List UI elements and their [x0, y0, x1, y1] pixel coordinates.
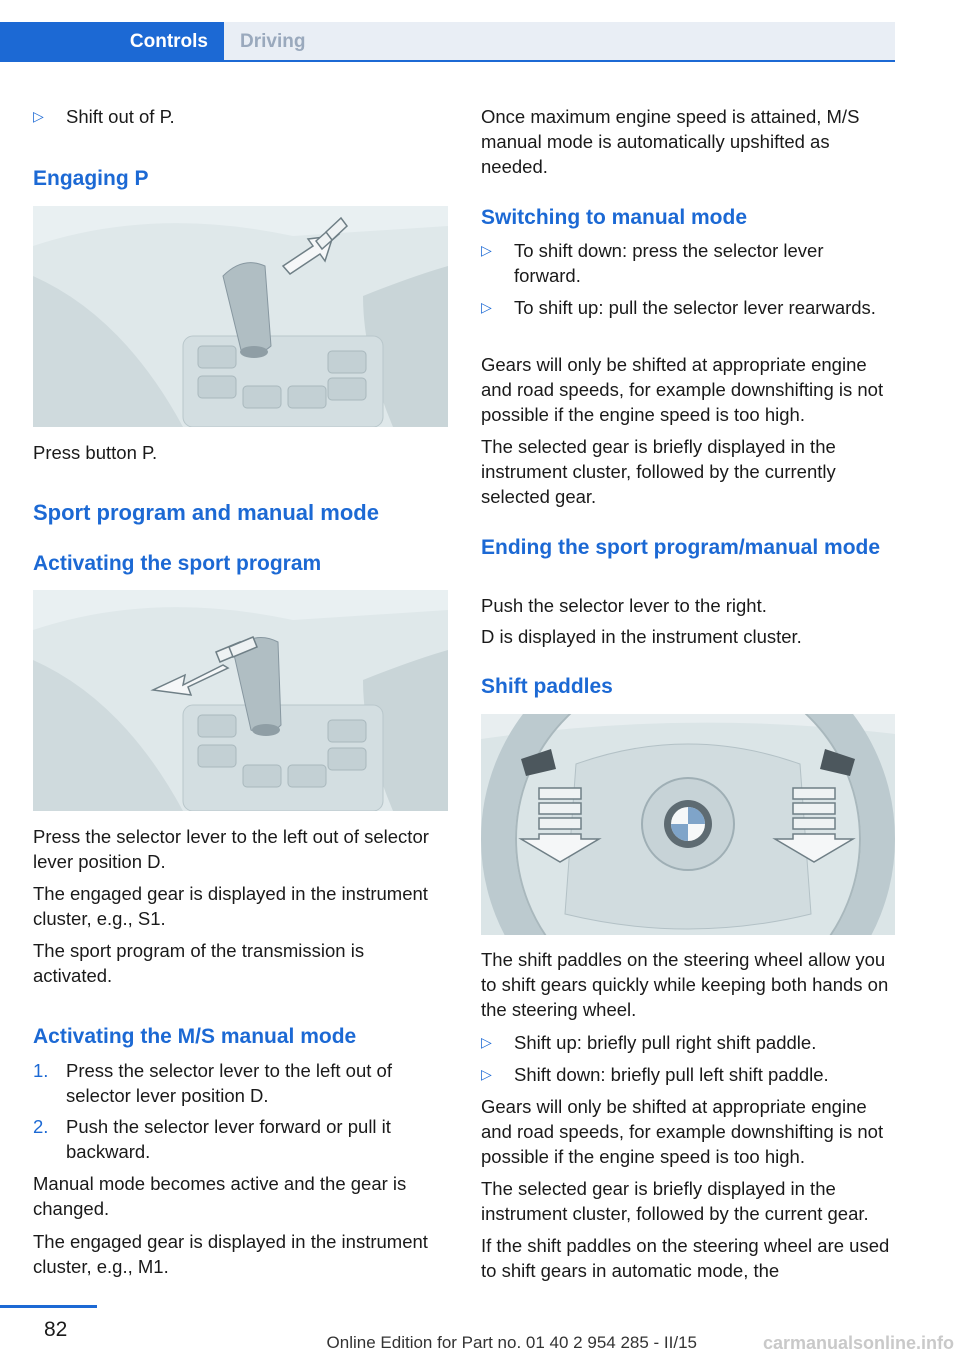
paragraph: D is displayed in the instrument cluster. — [481, 626, 802, 647]
triangle-right-icon: ▷ — [481, 1034, 492, 1050]
figure-selector-lever-p — [33, 206, 448, 427]
paragraph: The engaged gear is displayed in the instrument cluster, e.g., S1. — [33, 883, 428, 929]
paragraph: If the shift paddles on the steering wheel are used to shift gears in automatic mode, the — [481, 1235, 890, 1281]
paragraph: The engaged gear is displayed in the instrument cluster, e.g., M1. — [33, 1231, 428, 1277]
paragraph: The sport program of the transmission is activated. — [33, 940, 365, 986]
bullet-item — [481, 1030, 895, 1055]
paragraph: The selected gear is briefly displayed in the instrument cluster, followed by the currently selected gear. — [481, 436, 836, 507]
paragraph: Push the selector lever to the right. — [481, 595, 767, 616]
figure-steering-wheel-paddles — [481, 714, 895, 935]
bullet-item — [481, 295, 895, 320]
bullet-text: To shift down: press the selector lever forward. — [514, 240, 824, 286]
triangle-right-icon: ▷ — [33, 108, 44, 124]
paragraph: The selected gear is briefly displayed in the instrument cluster, followed by the current gear. — [481, 1178, 869, 1224]
step-text: Press the selector lever to the left out of selector lever position D. — [66, 1060, 392, 1106]
step-number: 2. — [33, 1116, 49, 1137]
bullet-item — [481, 238, 895, 288]
bullet-text: Shift up: briefly pull right shift paddle. — [514, 1032, 817, 1053]
paragraph: Once maximum engine speed is attained, M/S manual mode is automatically upshifted as needed. — [481, 106, 860, 177]
numbered-step — [33, 1114, 448, 1164]
page-number: 82 — [44, 1318, 68, 1341]
numbered-step — [33, 1058, 448, 1108]
paragraph: Press button P. — [33, 442, 158, 463]
tab-controls[interactable]: Controls — [0, 22, 224, 62]
heading-shift-paddles: Shift paddles — [481, 675, 613, 698]
triangle-right-icon: ▷ — [481, 1066, 492, 1082]
tab-driving[interactable]: Driving — [224, 22, 895, 62]
heading-engaging-p: Engaging P — [33, 167, 149, 190]
heading-sport-manual: Sport program and manual mode — [33, 500, 379, 525]
paragraph: Gears will only be shifted at appropriate engine and road speeds, for example downshifting is not possible if the engine speed is too high. — [481, 1096, 884, 1167]
watermark: carmanualsonline.info — [762, 1333, 954, 1353]
paragraph: Press the selector lever to the left out of selector lever position D. — [33, 826, 429, 872]
paragraph: The shift paddles on the steering wheel allow you to shift gears quickly while keeping both hands on the steering wheel. — [481, 949, 889, 1020]
bullet-text: Shift out of P. — [66, 106, 175, 127]
step-number: 1. — [33, 1060, 49, 1081]
triangle-right-icon: ▷ — [481, 299, 492, 315]
heading-ending: Ending the sport program/manual mode — [481, 536, 881, 559]
section-tabs — [0, 22, 895, 62]
figure-selector-lever-sport — [33, 590, 448, 811]
bullet-item — [481, 1062, 895, 1087]
tab-underline — [0, 60, 895, 62]
heading-activating-sport: Activating the sport program — [33, 552, 322, 575]
step-text: Push the selector lever forward or pull it backward. — [66, 1116, 391, 1162]
paragraph: Manual mode becomes active and the gear is changed. — [33, 1173, 407, 1219]
paragraph: Gears will only be shifted at appropriate engine and road speeds, for example downshifting is not possible if the engine speed is too high. — [481, 354, 884, 425]
bullet-item — [33, 104, 448, 129]
triangle-right-icon: ▷ — [481, 242, 492, 258]
bullet-text: Shift down: briefly pull left shift paddle. — [514, 1064, 829, 1085]
heading-switch-manual: Switching to manual mode — [481, 206, 748, 229]
bullet-text: To shift up: pull the selector lever rearwards. — [514, 297, 876, 318]
heading-activating-ms: Activating the M/S manual mode — [33, 1025, 357, 1048]
edition-text: Online Edition for Part no. 01 40 2 954 285 - II/15 — [326, 1333, 697, 1352]
footer-rule — [0, 1305, 97, 1308]
